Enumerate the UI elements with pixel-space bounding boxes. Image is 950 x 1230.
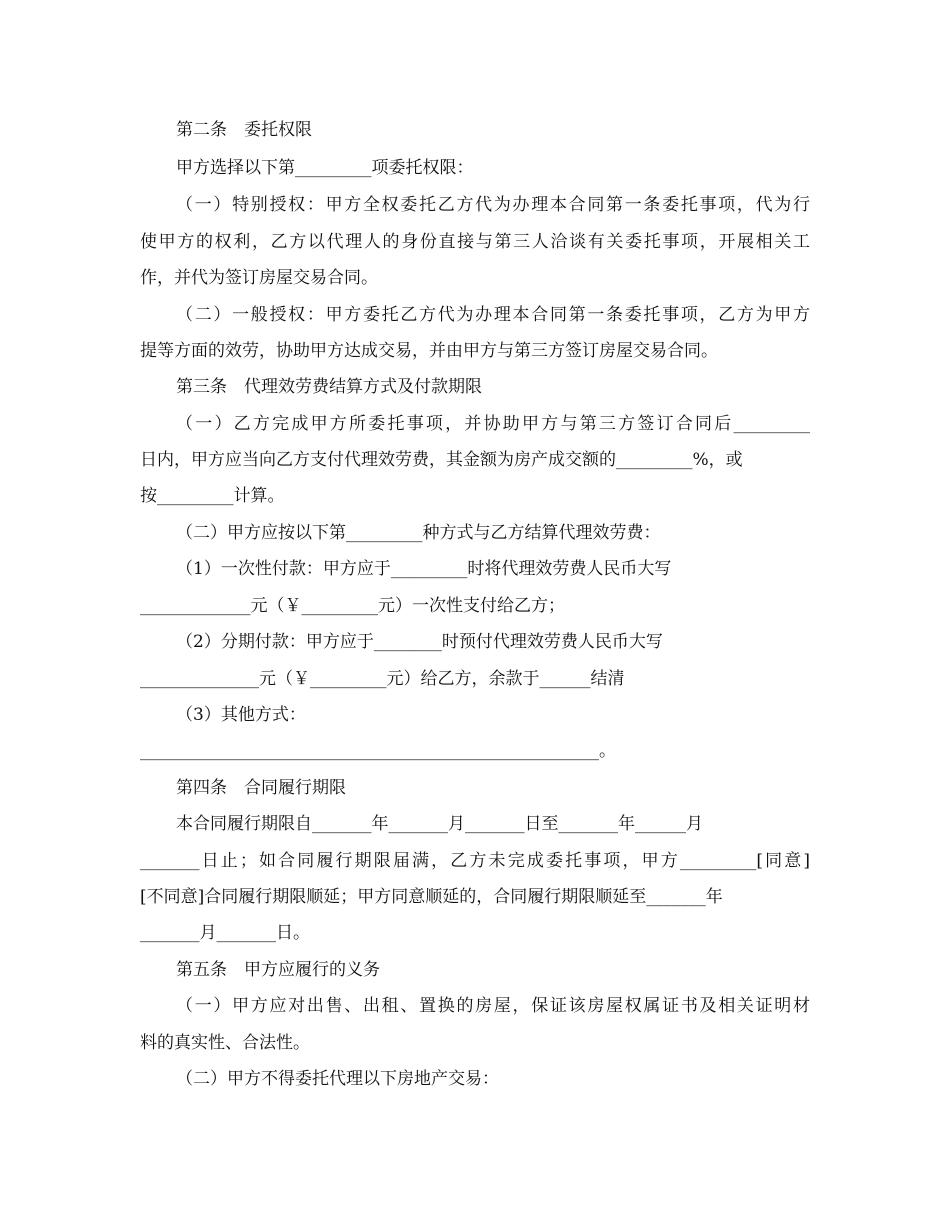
- heading-article-2: 第二条 委托权限: [176, 120, 312, 140]
- paragraph-line: 使甲方的权利，乙方以代理人的身份直接与第三人洽谈有关委托事项，开展相关工: [140, 232, 810, 252]
- paragraph-line: 甲方选择以下第_________项委托权限：: [176, 158, 474, 178]
- paragraph-line: 按_________计算。: [140, 486, 285, 506]
- paragraph-line: （1）一次性付款：甲方应于_________时将代理效劳费人民币大写: [176, 559, 672, 579]
- paragraph-line: （二）一般授权：甲方委托乙方代为办理本合同第一条委托事项，乙方为甲方: [176, 305, 810, 325]
- paragraph-line: ______________________________________________________。: [140, 741, 616, 761]
- paragraph-line: _______日止；如合同履行期限届满，乙方未完成委托事项，甲方_________[同意]: [140, 851, 810, 871]
- paragraph-line: 日内，甲方应当向乙方支付代理效劳费，其金额为房产成交额的_________%，或: [140, 450, 743, 470]
- paragraph-line: ______________元（￥_________元）给乙方，余款于______结清: [140, 669, 625, 689]
- paragraph-line: （一）甲方应对出售、出租、置换的房屋，保证该房屋权属证书及相关证明材: [176, 996, 810, 1016]
- paragraph-line: [不同意]合同履行期限顺延；甲方同意顺延的，合同履行期限顺延至_______年: [140, 887, 723, 907]
- heading-article-4: 第四条 合同履行期限: [176, 778, 346, 798]
- paragraph-line: 提等方面的效劳，协助甲方达成交易，并由甲方与第三方签订房屋交易合同。: [140, 341, 718, 361]
- paragraph-line: （二）甲方应按以下第_________种方式与乙方结算代理效劳费：: [176, 523, 661, 543]
- paragraph-line: 料的真实性、合法性。: [140, 1033, 310, 1053]
- paragraph-line: 本合同履行期限自_______年_______月_______日至_______年______月: [176, 814, 703, 834]
- paragraph-line: _____________元（￥_________元）一次性支付给乙方；: [140, 596, 565, 616]
- heading-article-3: 第三条 代理效劳费结算方式及付款期限: [176, 377, 482, 397]
- paragraph-line: _______月_______日。: [140, 923, 310, 943]
- paragraph-line: 作，并代为签订房屋交易合同。: [140, 268, 378, 288]
- paragraph-line: （一）乙方完成甲方所委托事项，并协助甲方与第三方签订合同后_________: [176, 414, 810, 434]
- paragraph-line: （一）特别授权：甲方全权委托乙方代为办理本合同第一条委托事项，代为行: [176, 195, 810, 215]
- paragraph-line: （2）分期付款：甲方应于________时预付代理效劳费人民币大写: [176, 632, 663, 652]
- heading-article-5: 第五条 甲方应履行的义务: [176, 960, 380, 980]
- paragraph-line: （3）其他方式：: [176, 705, 306, 725]
- paragraph-line: （二）甲方不得委托代理以下房地产交易：: [176, 1069, 499, 1089]
